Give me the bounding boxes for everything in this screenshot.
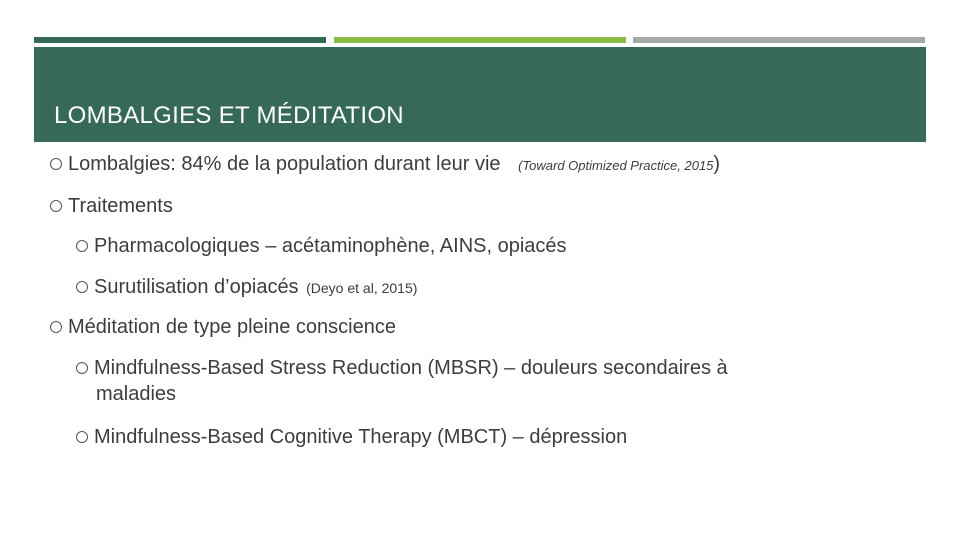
bullet-lombalgies: [50, 153, 720, 176]
bullet-traitements: [50, 195, 173, 218]
slide-title: LOMBALGIES ET MÉDITATION: [54, 102, 404, 129]
sub-bullet-mbsr: [76, 355, 866, 408]
circle-bullet-icon: [50, 321, 62, 333]
title-band: [34, 47, 926, 142]
circle-bullet-icon: [76, 281, 88, 293]
bullet-text: Surutilisation d’opiacés: [94, 276, 299, 298]
bullet-text: Mindfulness-Based Cognitive Therapy (MBCT) – dépression: [94, 426, 628, 448]
sub-bullet-pharmacologiques: [76, 235, 567, 258]
accent-bar-dark-green: [34, 37, 326, 43]
citation-close: ): [713, 153, 721, 175]
bullet-meditation: [50, 316, 396, 339]
bullet-text: Méditation de type pleine conscience: [68, 316, 396, 338]
accent-bar-light-green: [334, 37, 626, 43]
circle-bullet-icon: [50, 158, 62, 170]
accent-bar-gray: [633, 37, 925, 43]
bullet-text-continuation: maladies: [96, 383, 177, 405]
circle-bullet-icon: [76, 240, 88, 252]
sub-bullet-surutilisation: [76, 276, 417, 299]
bullet-text: Pharmacologiques – acétaminophène, AINS, opiacés: [94, 235, 567, 257]
bullet-text: Mindfulness-Based Stress Reduction (MBSR) – douleurs secondaires à: [94, 357, 728, 379]
sub-bullet-mbct: [76, 426, 627, 449]
bullet-text: Traitements: [68, 195, 173, 217]
circle-bullet-icon: [50, 200, 62, 212]
citation: (Deyo et al, 2015): [306, 280, 418, 296]
circle-bullet-icon: [76, 431, 88, 443]
bullet-text: Lombalgies: 84% de la population durant leur vie: [68, 153, 501, 175]
circle-bullet-icon: [76, 362, 88, 374]
citation: (Toward Optimized Practice, 2015: [518, 158, 714, 173]
